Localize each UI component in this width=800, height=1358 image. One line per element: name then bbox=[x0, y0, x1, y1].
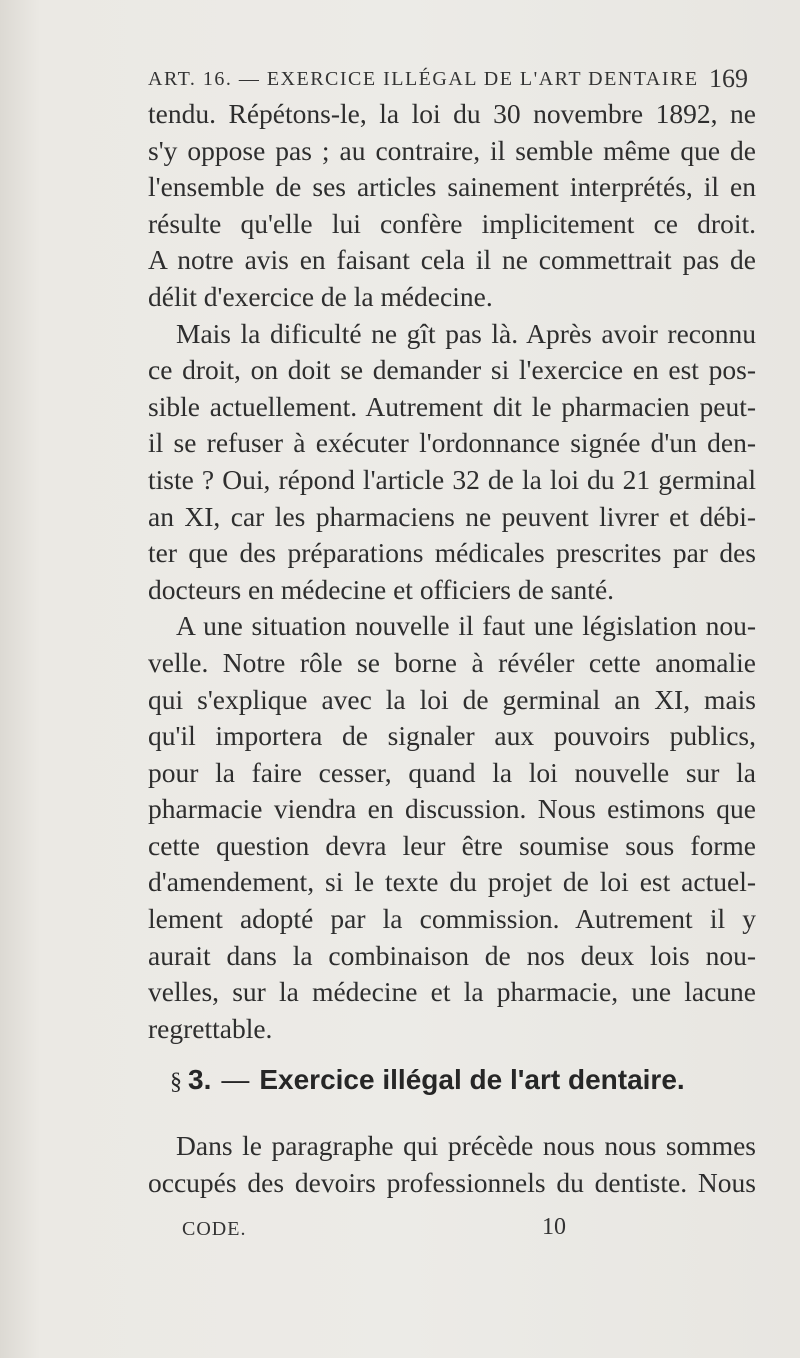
text-line: lement adopté par la commission. Autrement il y bbox=[148, 903, 756, 935]
text-line: A notre avis en faisant cela il ne commettrait pas de bbox=[148, 244, 756, 276]
signature-mark: CODE. bbox=[182, 1218, 247, 1240]
text-line: il se refuser à exécuter l'ordonnance signée d'un den- bbox=[148, 427, 756, 459]
section-number: 3. bbox=[188, 1064, 212, 1095]
section-symbol: § bbox=[170, 1069, 182, 1095]
text-line: docteurs en médecine et officiers de santé. bbox=[148, 573, 615, 605]
text-line: résulte qu'elle lui confère implicitement ce droit. bbox=[148, 207, 756, 239]
sheet-number: 10 bbox=[542, 1214, 566, 1240]
text-line: Dans le paragraphe qui précède nous nous sommes bbox=[176, 1130, 756, 1161]
text-line: ce droit, on doit se demander si l'exercice en est pos- bbox=[148, 354, 756, 386]
text-line: an XI, car les pharmaciens ne peuvent livrer et débi- bbox=[148, 500, 756, 532]
text-line: Mais la dificulté ne gît pas là. Après avoir reconnu bbox=[176, 317, 756, 349]
section-title: Exercice illégal de l'art dentaire. bbox=[259, 1064, 685, 1095]
running-header bbox=[148, 60, 748, 100]
text-line: aurait dans la combinaison de nos deux lois nou- bbox=[148, 939, 756, 971]
text-line: s'y oppose pas ; au contraire, il semble même que de bbox=[148, 134, 756, 166]
text-line: regrettable. bbox=[148, 1012, 273, 1044]
section-dash: — bbox=[221, 1064, 250, 1095]
text-line: pharmacie viendra en discussion. Nous estimons que bbox=[148, 793, 756, 825]
page-number: 169 bbox=[709, 64, 748, 93]
paragraph-3 bbox=[148, 608, 756, 1047]
section-heading bbox=[170, 1064, 760, 1096]
paragraph-2 bbox=[148, 316, 756, 609]
text-line: sible actuellement. Autrement dit le pharmacien peut- bbox=[148, 390, 756, 422]
paragraph-1 bbox=[148, 96, 756, 316]
text-line: qu'il importera de signaler aux pouvoirs publics, bbox=[148, 720, 756, 752]
text-line: cette question devra leur être soumise sous forme bbox=[148, 829, 756, 861]
text-line: pour la faire cesser, quand la loi nouvelle sur la bbox=[148, 756, 756, 788]
text-line: tiste ? Oui, répond l'article 32 de la loi du 21 germinal bbox=[148, 463, 756, 495]
text-line: velles, sur la médecine et la pharmacie, une lacune bbox=[148, 976, 756, 1008]
body-text bbox=[148, 96, 756, 1047]
text-line: occupés des devoirs professionnels du dentiste. Nous bbox=[148, 1166, 756, 1198]
text-line: ter que des préparations médicales prescrites par des bbox=[148, 537, 756, 569]
text-line: tendu. Répétons-le, la loi du 30 novembre 1892, ne bbox=[148, 98, 756, 129]
text-line: d'amendement, si le texte du projet de loi est actuel- bbox=[148, 866, 756, 898]
text-line: l'ensemble de ses articles sainement interprétés, il en bbox=[148, 171, 756, 203]
running-title: ART. 16. — EXERCICE ILLÉGAL DE L'ART DENTAIRE bbox=[148, 68, 699, 90]
text-line: qui s'explique avec la loi de germinal an XI, mais bbox=[148, 683, 756, 715]
text-line: A une situation nouvelle il faut une législation nou- bbox=[176, 610, 756, 642]
text-line: délit d'exercice de la médecine. bbox=[148, 280, 493, 312]
text-line: velle. Notre rôle se borne à révéler cette anomalie bbox=[148, 646, 756, 678]
paragraph-4 bbox=[148, 1128, 756, 1201]
